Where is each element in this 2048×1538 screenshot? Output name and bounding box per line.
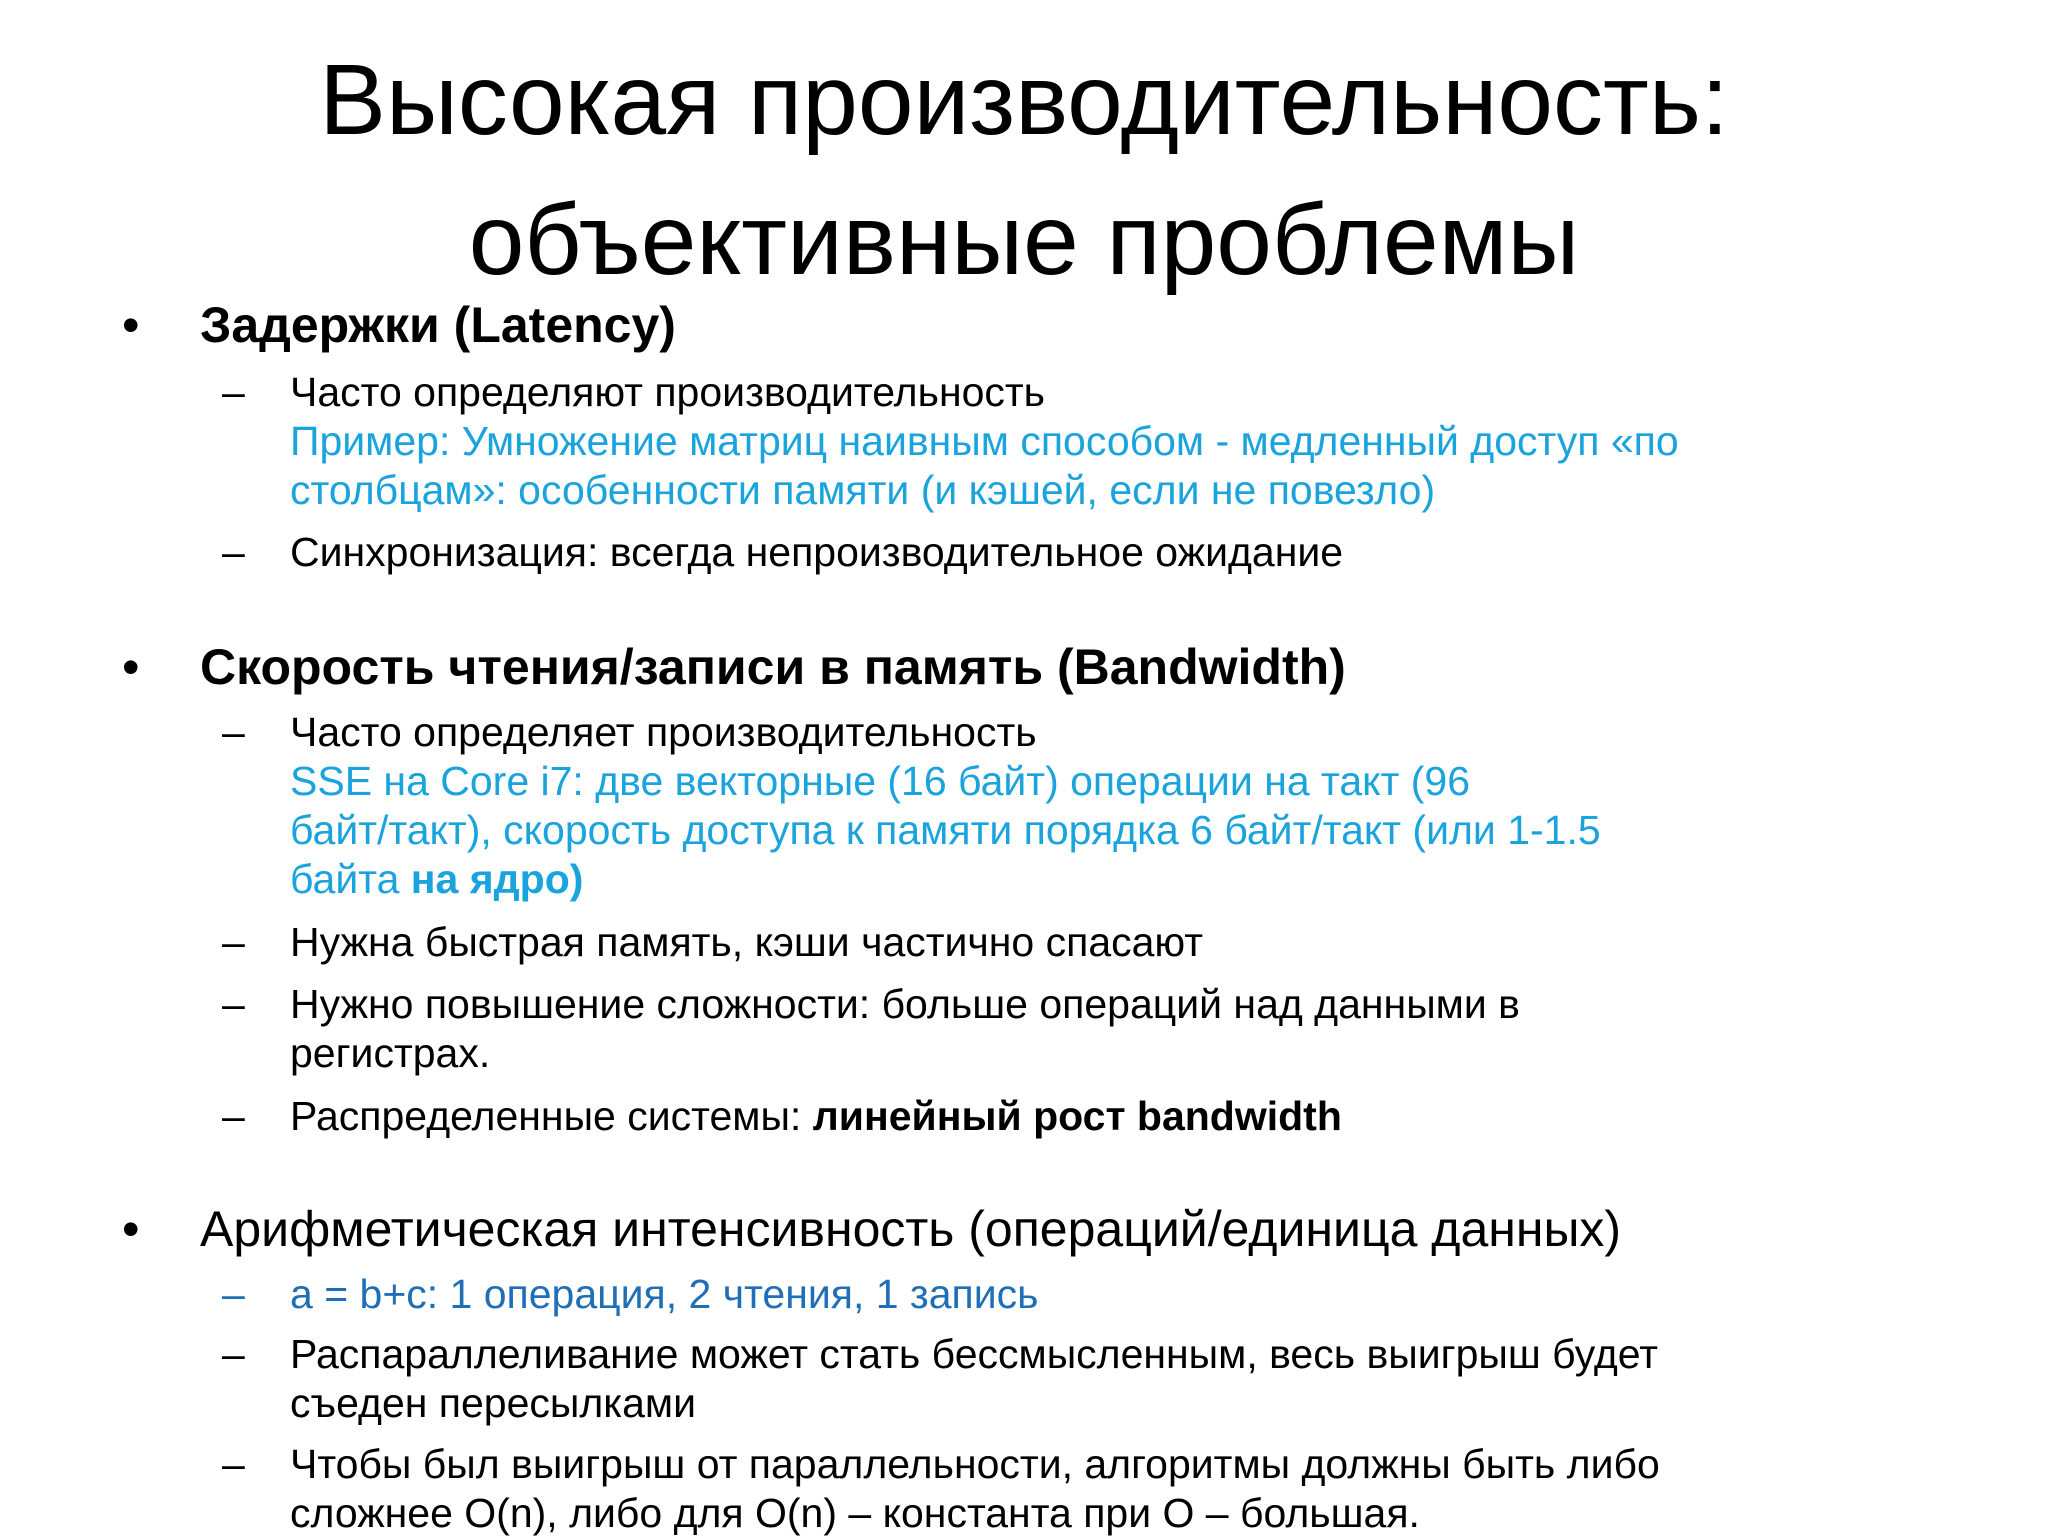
bullet-marker: • [122, 639, 140, 695]
sub-item-line-1: Распараллеливание может стать бессмысленным, весь выигрыш будет [290, 1331, 1659, 1377]
example-line-1: Пример: Умножение матриц наивным способом - медленный доступ «по [290, 418, 1679, 464]
slide-title [0, 30, 2048, 310]
sub-item-line-1: Нужно повышение сложности: больше операций над данными в [290, 981, 1520, 1027]
slide-title-line-2: объективные проблемы [468, 184, 1580, 296]
dash-marker: – [222, 369, 245, 415]
sub-item-line-2: регистрах. [290, 1030, 491, 1076]
dash-marker: – [222, 709, 245, 755]
example-line-3 [290, 855, 1990, 904]
sub-item-line [290, 1092, 1990, 1141]
dash-marker: – [222, 1441, 245, 1487]
dash-marker: – [222, 981, 245, 1027]
sub-item-text: Часто определяют производительность [290, 369, 1046, 415]
slide-title-line-1: Высокая производительность: [319, 44, 1729, 156]
example-line-1: SSE на Core i7: две векторные (16 байт) операции на такт (96 [290, 758, 1470, 804]
sub-item-line-2: сложнее O(n), либо для O(n) – константа при O – большая. [290, 1490, 1420, 1536]
bullet-heading-arithmetic-intensity: Арифметическая интенсивность (операций/единица данных) [200, 1201, 1622, 1257]
dash-marker: – [222, 1093, 245, 1139]
dash-marker: – [222, 1271, 245, 1317]
example-line-3-text: байта [290, 856, 411, 902]
sub-item-bold-text: линейный рост bandwidth [812, 1093, 1342, 1139]
dash-marker: – [222, 529, 245, 575]
sub-item-text: a = b+c: 1 операция, 2 чтения, 1 запись [290, 1271, 1039, 1317]
example-line-2: столбцам»: особенности памяти (и кэшей, если не повезло) [290, 467, 1436, 513]
example-line-3-bold: на ядро) [410, 856, 584, 902]
bullet-marker: • [122, 297, 140, 353]
sub-item-line-1: Чтобы был выигрыш от параллельности, алгоритмы должны быть либо [290, 1441, 1660, 1487]
dash-marker: – [222, 1331, 245, 1377]
sub-item-text: Нужна быстрая память, кэши частично спасают [290, 919, 1204, 965]
sub-item-text: Часто определяет производительность [290, 709, 1037, 755]
dash-marker: – [222, 919, 245, 965]
sub-item-line-2: съеден пересылками [290, 1380, 697, 1426]
bullet-heading-latency: Задержки (Latency) [200, 297, 676, 353]
sub-item-text: Распределенные системы: [290, 1093, 813, 1139]
bullet-marker: • [122, 1201, 140, 1257]
example-line-2: байт/такт), скорость доступа к памяти порядка 6 байт/такт (или 1-1.5 [290, 807, 1601, 853]
bullet-heading-bandwidth: Скорость чтения/записи в память (Bandwidth) [200, 639, 1346, 695]
sub-item-text: Синхронизация: всегда непроизводительное ожидание [290, 529, 1344, 575]
